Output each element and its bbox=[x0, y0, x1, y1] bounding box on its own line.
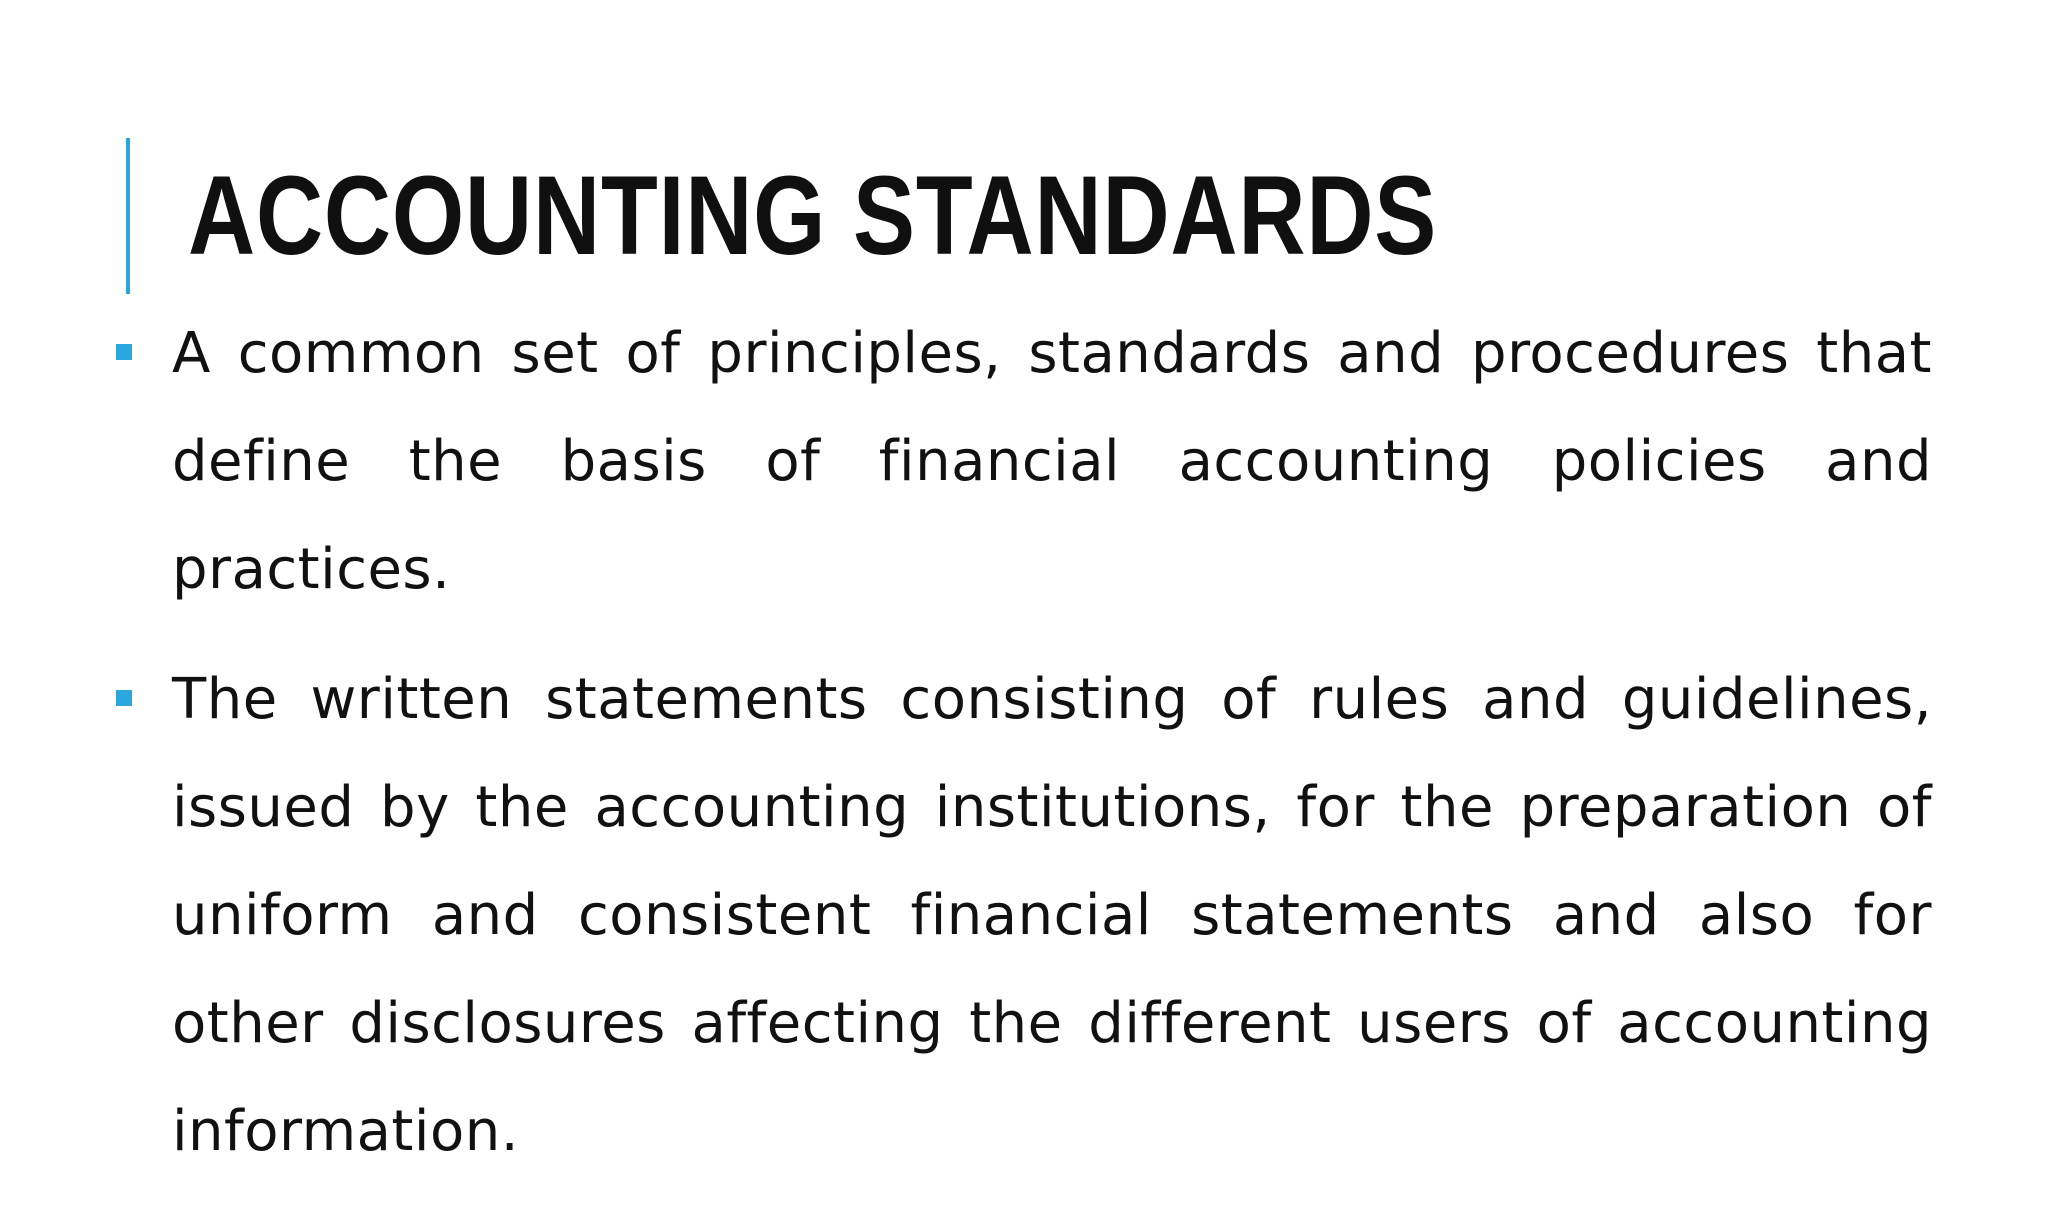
slide-title: ACCOUNTING STANDARDS bbox=[188, 153, 1438, 278]
square-bullet-icon bbox=[116, 690, 132, 706]
title-accent-bar bbox=[126, 138, 130, 294]
bullet-text: A common set of principles, standards and procedures that define the basis of financial accounting policies and practices. bbox=[172, 321, 1932, 602]
bullet-item bbox=[112, 646, 1932, 1186]
bullet-item bbox=[112, 300, 1932, 624]
bullet-list bbox=[112, 300, 1932, 1208]
bullet-text: The written statements consisting of rules and guidelines, issued by the accounting institutions, for the preparation of uniform and consistent financial statements and also for other disclosures affecting the different users of accounting information. bbox=[172, 667, 1932, 1164]
square-bullet-icon bbox=[116, 344, 132, 360]
